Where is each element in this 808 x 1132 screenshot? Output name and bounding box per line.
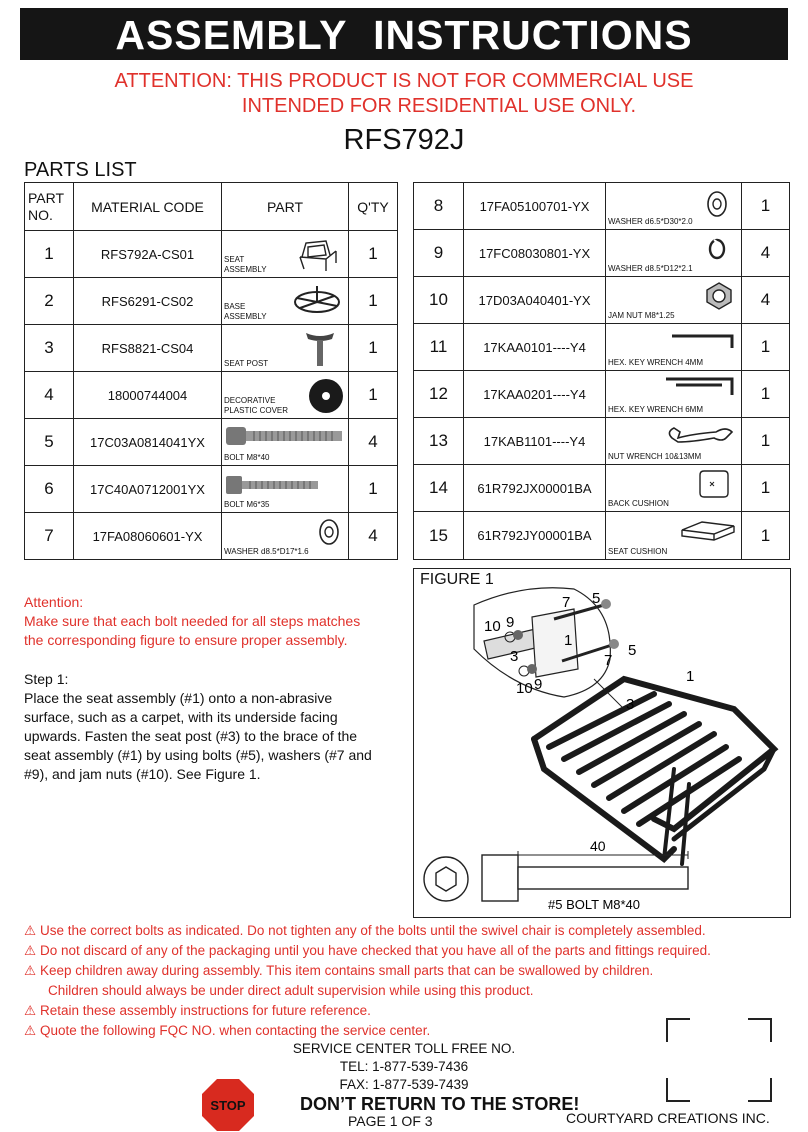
table-row: [414, 371, 790, 418]
part-number: 2: [25, 278, 74, 325]
stop-label: STOP: [210, 1098, 246, 1113]
part-cell: [222, 513, 349, 560]
quantity: 4: [742, 230, 790, 277]
part-number: 7: [25, 513, 74, 560]
stop-sign-icon: [201, 1078, 255, 1132]
warning-item: Children should always be under direct adult supervision while using this product.: [48, 983, 534, 998]
callout: 10: [516, 680, 533, 697]
quantity: 1: [742, 371, 790, 418]
quantity: 1: [742, 324, 790, 371]
part-label: BOLT M6*35: [224, 500, 270, 509]
part-number: 6: [25, 466, 74, 513]
table-row: [25, 513, 398, 560]
callout: 9: [506, 614, 515, 631]
quantity: 1: [349, 466, 398, 513]
fqc-box-corner: [748, 1078, 772, 1102]
attention-notice: [24, 593, 404, 650]
warning-item: ⚠ Do not discard of any of the packaging until you have checked that you have all of the parts and fittings required.: [24, 941, 804, 961]
figure-title: FIGURE 1: [420, 571, 494, 588]
quantity: 1: [742, 183, 790, 230]
table-row: [414, 512, 790, 560]
seat-post-icon: [302, 327, 338, 369]
seat-frame: [534, 679, 774, 864]
service-tel: TEL: 1-877-539-7436: [339, 1059, 469, 1074]
part-cell: [222, 278, 349, 325]
part-label: DECORATIVE PLASTIC COVER: [224, 396, 289, 415]
step-line: Place the seat assembly (#1) onto a non-abrasive: [24, 690, 333, 706]
dimension-label: 40: [590, 838, 606, 854]
step-line: surface, such as a carpet, with its underside facing: [24, 709, 338, 725]
parts-table-right: [413, 182, 790, 560]
warning-icon: ⚠: [24, 1023, 37, 1038]
warning-icon: ⚠: [24, 943, 37, 958]
part-cell: [222, 231, 349, 278]
part-cell: [606, 277, 742, 324]
part-number: 10: [414, 277, 464, 324]
hex-key-icon: [668, 332, 738, 352]
service-center-label: SERVICE CENTER TOLL FREE NO.: [292, 1041, 516, 1056]
model-number: RFS792J: [343, 124, 465, 156]
nut-wrench-icon: [662, 424, 736, 448]
quantity: 4: [742, 277, 790, 324]
part-number: 11: [414, 324, 464, 371]
material-code: 61R792JX00001BA: [464, 465, 606, 512]
material-code: RFS8821-CS04: [74, 325, 222, 372]
part-cell: [606, 512, 742, 560]
table-row: [414, 418, 790, 465]
bolt-m8-icon: [224, 425, 346, 447]
part-number: 13: [414, 418, 464, 465]
part-label: JAM NUT M8*1.25: [608, 311, 675, 320]
back-cushion-icon: [696, 469, 730, 499]
callout: 7: [562, 594, 571, 611]
table-row: [414, 230, 790, 277]
quantity: 1: [349, 325, 398, 372]
material-code: 17FA05100701-YX: [464, 183, 606, 230]
part-number: 15: [414, 512, 464, 560]
part-cell: [222, 372, 349, 419]
part-number: 1: [25, 231, 74, 278]
header-qty: Q'TY: [349, 183, 398, 231]
material-code: 17C03A0814041YX: [74, 419, 222, 466]
header-material-code: MATERIAL CODE: [74, 183, 222, 231]
warning-item: ⚠ Quote the following FQC NO. when contacting the service center.: [24, 1021, 804, 1041]
part-label: WASHER d6.5*D30*2.0: [608, 217, 693, 226]
figure-1-diagram: [414, 569, 788, 915]
part-label: BOLT M8*40: [224, 453, 270, 462]
table-row: [414, 324, 790, 371]
part-label: BACK CUSHION: [608, 499, 669, 508]
table-row: [25, 231, 398, 278]
material-code: RFS6291-CS02: [74, 278, 222, 325]
page-number: PAGE 1 OF 3: [348, 1113, 433, 1129]
dont-return-notice: DON’T RETURN TO THE STORE!: [300, 1094, 580, 1114]
callout: 10: [484, 618, 501, 635]
part-number: 12: [414, 371, 464, 418]
service-fax: FAX: 1-877-539-7439: [339, 1077, 469, 1092]
material-code: 18000744004: [74, 372, 222, 419]
table-row: [25, 466, 398, 513]
quantity: 1: [349, 231, 398, 278]
material-code: 17KAB1101----Y4: [464, 418, 606, 465]
table-header-row: [25, 183, 398, 231]
seat-assembly-icon: [296, 235, 340, 275]
step-line: seat assembly (#1) by using bolts (#5), washers (#7 and: [24, 747, 372, 763]
step-line: #9), and jam nuts (#10). See Figure 1.: [24, 766, 261, 782]
callout: 7: [604, 652, 613, 669]
material-code: 17KAA0201----Y4: [464, 371, 606, 418]
table-row: [25, 372, 398, 419]
page-title: ASSEMBLY INSTRUCTIONS: [20, 8, 788, 60]
bolt-head-side: [482, 855, 518, 901]
washer-icon: [704, 189, 730, 219]
callout: 9: [534, 676, 543, 693]
warning-icon: ⚠: [24, 1003, 37, 1018]
bolt-caption: #5 BOLT M8*40: [548, 897, 641, 912]
part-label: BASE ASSEMBLY: [224, 302, 267, 321]
quantity: 4: [349, 419, 398, 466]
material-code: 17FA08060601-YX: [74, 513, 222, 560]
fqc-box-corner: [666, 1018, 690, 1042]
plastic-cover-icon: [306, 376, 346, 416]
part-cell: [222, 466, 349, 513]
washer-icon: [316, 517, 342, 547]
callout: 3: [510, 648, 519, 665]
table-row: [414, 277, 790, 324]
part-number: 9: [414, 230, 464, 277]
material-code: 17D03A040401-YX: [464, 277, 606, 324]
warning-item: ⚠ Keep children away during assembly. This item contains small parts that can be swallowed by children.: [24, 961, 804, 981]
callout: 5: [592, 590, 601, 607]
bolt-shaft: [518, 867, 688, 889]
bolt-head: [609, 639, 619, 649]
material-code: 17KAA0101----Y4: [464, 324, 606, 371]
attention-heading: Attention:: [24, 594, 84, 610]
hex-socket-icon: [436, 867, 456, 891]
part-cell: [606, 371, 742, 418]
callout: 1: [686, 668, 695, 685]
table-row: [414, 465, 790, 512]
bolt-m6-icon: [224, 474, 324, 496]
part-cell: [606, 465, 742, 512]
callout: 3: [626, 696, 635, 713]
warning-item: ⚠ Retain these assembly instructions for future reference.: [24, 1001, 804, 1021]
part-number: 8: [414, 183, 464, 230]
quantity: 4: [349, 513, 398, 560]
step-1-text: [24, 670, 404, 784]
parts-list-title: PARTS LIST: [24, 159, 137, 181]
part-label: NUT WRENCH 10&13MM: [608, 452, 702, 461]
material-code: 61R792JY00001BA: [464, 512, 606, 560]
part-label: HEX. KEY WRENCH 6MM: [608, 405, 703, 414]
bolt-end-view: [424, 857, 468, 901]
nut-detail: [527, 664, 537, 674]
material-code: 17C40A0712001YX: [74, 466, 222, 513]
nut-detail: [513, 630, 523, 640]
part-label: SEAT CUSHION: [608, 547, 668, 556]
attention-line: Make sure that each bolt needed for all steps matches: [24, 613, 361, 629]
part-number: 4: [25, 372, 74, 419]
fqc-box-corner: [748, 1018, 772, 1042]
material-code: RFS792A-CS01: [74, 231, 222, 278]
quantity: 1: [742, 418, 790, 465]
part-cell: [222, 325, 349, 372]
part-cell: [222, 419, 349, 466]
part-cell: [606, 230, 742, 277]
part-number: 14: [414, 465, 464, 512]
quantity: 1: [349, 278, 398, 325]
attention-line-2: INTENDED FOR RESIDENTIAL USE ONLY.: [241, 95, 637, 117]
warning-item: ⚠ Use the correct bolts as indicated. Do not tighten any of the bolts until the swivel chair is completely assembled.: [24, 921, 804, 941]
table-row: [25, 278, 398, 325]
part-number: 3: [25, 325, 74, 372]
table-row: [25, 325, 398, 372]
step-heading: Step 1:: [24, 671, 69, 687]
fqc-box-corner: [666, 1078, 690, 1102]
attention-line-1: ATTENTION: THIS PRODUCT IS NOT FOR COMMERCIAL USE: [114, 70, 694, 92]
hex-key-icon: [662, 375, 738, 399]
part-number: 5: [25, 419, 74, 466]
table-row: [25, 419, 398, 466]
part-cell: [606, 324, 742, 371]
part-label: WASHER d8.5*D12*2.1: [608, 264, 693, 273]
parts-table-left: [24, 182, 398, 560]
quantity: 1: [742, 512, 790, 560]
spring-washer-icon: [706, 236, 728, 262]
quantity: 1: [349, 372, 398, 419]
base-assembly-icon: [292, 282, 342, 322]
table-row: [414, 183, 790, 230]
part-label: SEAT POST: [224, 359, 269, 368]
company-name: COURTYARD CREATIONS INC.: [566, 1110, 770, 1126]
part-cell: [606, 183, 742, 230]
step-line: upwards. Fasten the seat post (#3) to the brace of the: [24, 728, 358, 744]
attention-line: the corresponding figure to ensure proper assembly.: [24, 632, 348, 648]
seat-cushion-icon: [678, 518, 738, 544]
part-label: WASHER d8.5*D17*1.6: [224, 547, 309, 556]
jam-nut-icon: [704, 281, 734, 311]
header-part-no: PART NO.: [25, 183, 74, 231]
material-code: 17FC08030801-YX: [464, 230, 606, 277]
header-part: PART: [222, 183, 349, 231]
part-label: SEAT ASSEMBLY: [224, 255, 267, 274]
part-label: HEX. KEY WRENCH 4MM: [608, 358, 703, 367]
warning-icon: ⚠: [24, 963, 37, 978]
callout: 5: [628, 642, 637, 659]
bolt-head: [601, 599, 611, 609]
part-cell: [606, 418, 742, 465]
quantity: 1: [742, 465, 790, 512]
callout: 1: [564, 632, 573, 649]
warning-icon: ⚠: [24, 923, 37, 938]
